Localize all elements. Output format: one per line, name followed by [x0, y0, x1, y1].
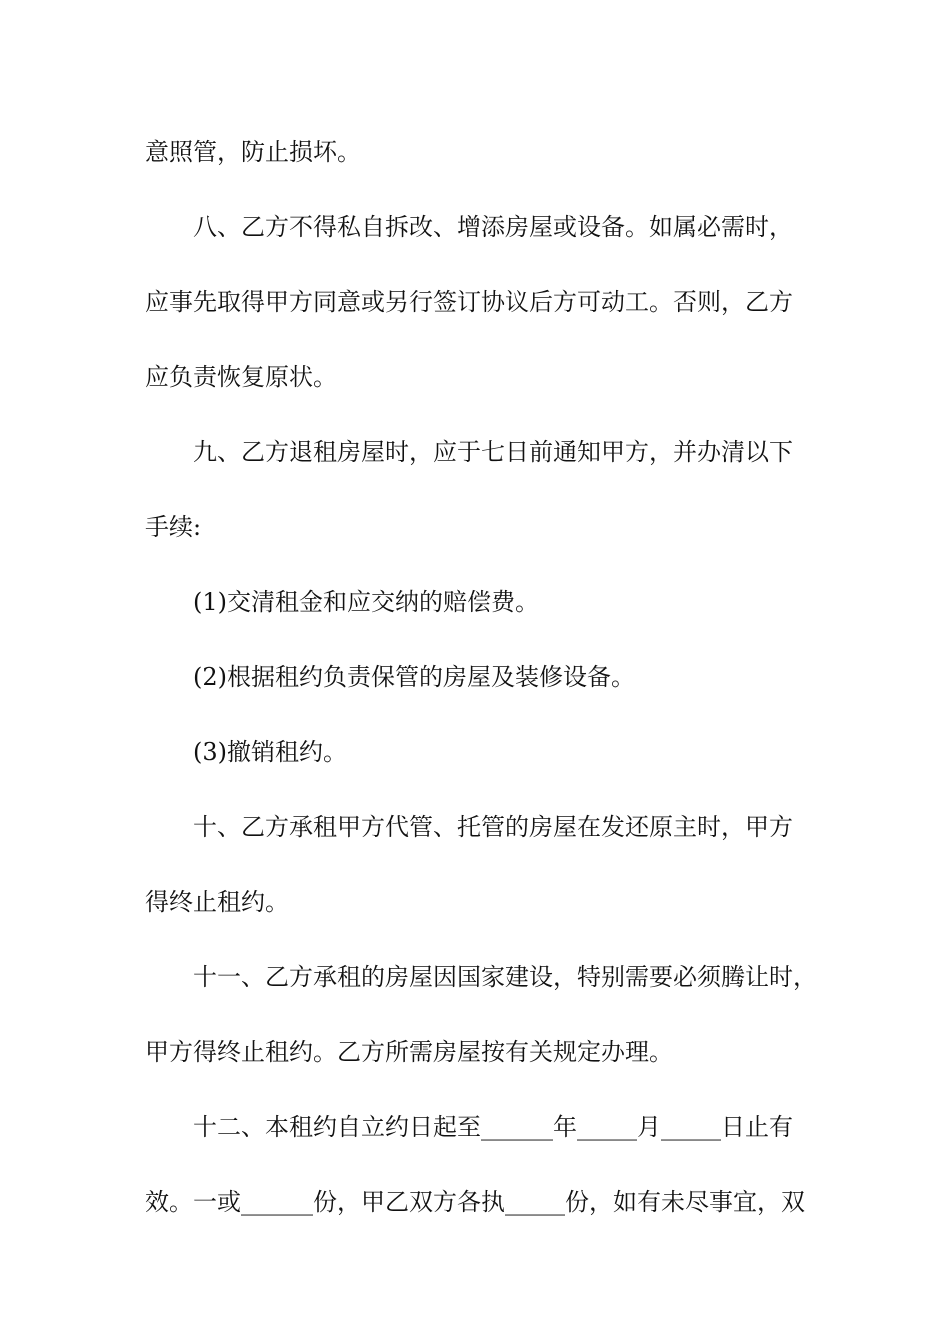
clause-11-line: 十一、乙方承租的房屋因国家建设，特别需要必须腾让时， — [193, 963, 817, 991]
list-item-2: (2)根据租约负责保管的房屋及装修设备。 — [193, 663, 635, 691]
paragraph-line: 手续: — [145, 513, 202, 541]
paragraph-line: 意照管，防止损坏。 — [145, 138, 361, 166]
paragraph-line: 应负责恢复原状。 — [145, 363, 337, 391]
clause-10-line: 十、乙方承租甲方代管、托管的房屋在发还原主时，甲方 — [193, 813, 793, 841]
paragraph-line: 得终止租约。 — [145, 888, 289, 916]
list-item-1: (1)交清租金和应交纳的赔偿费。 — [193, 588, 539, 616]
paragraph-line: 效。一或______份，甲乙双方各执_____份，如有未尽事宜，双 — [145, 1188, 805, 1216]
list-item-3: (3)撤销租约。 — [193, 738, 347, 766]
paragraph-line: 应事先取得甲方同意或另行签订协议后方可动工。否则，乙方 — [145, 288, 793, 316]
paragraph-line: 甲方得终止租约。乙方所需房屋按有关规定办理。 — [145, 1038, 673, 1066]
clause-12-line: 十二、本租约自立约日起至______年_____月_____日止有 — [193, 1113, 793, 1141]
clause-9-line: 九、乙方退租房屋时，应于七日前通知甲方，并办清以下 — [193, 438, 793, 466]
clause-8-line: 八、乙方不得私自拆改、增添房屋或设备。如属必需时， — [193, 213, 793, 241]
